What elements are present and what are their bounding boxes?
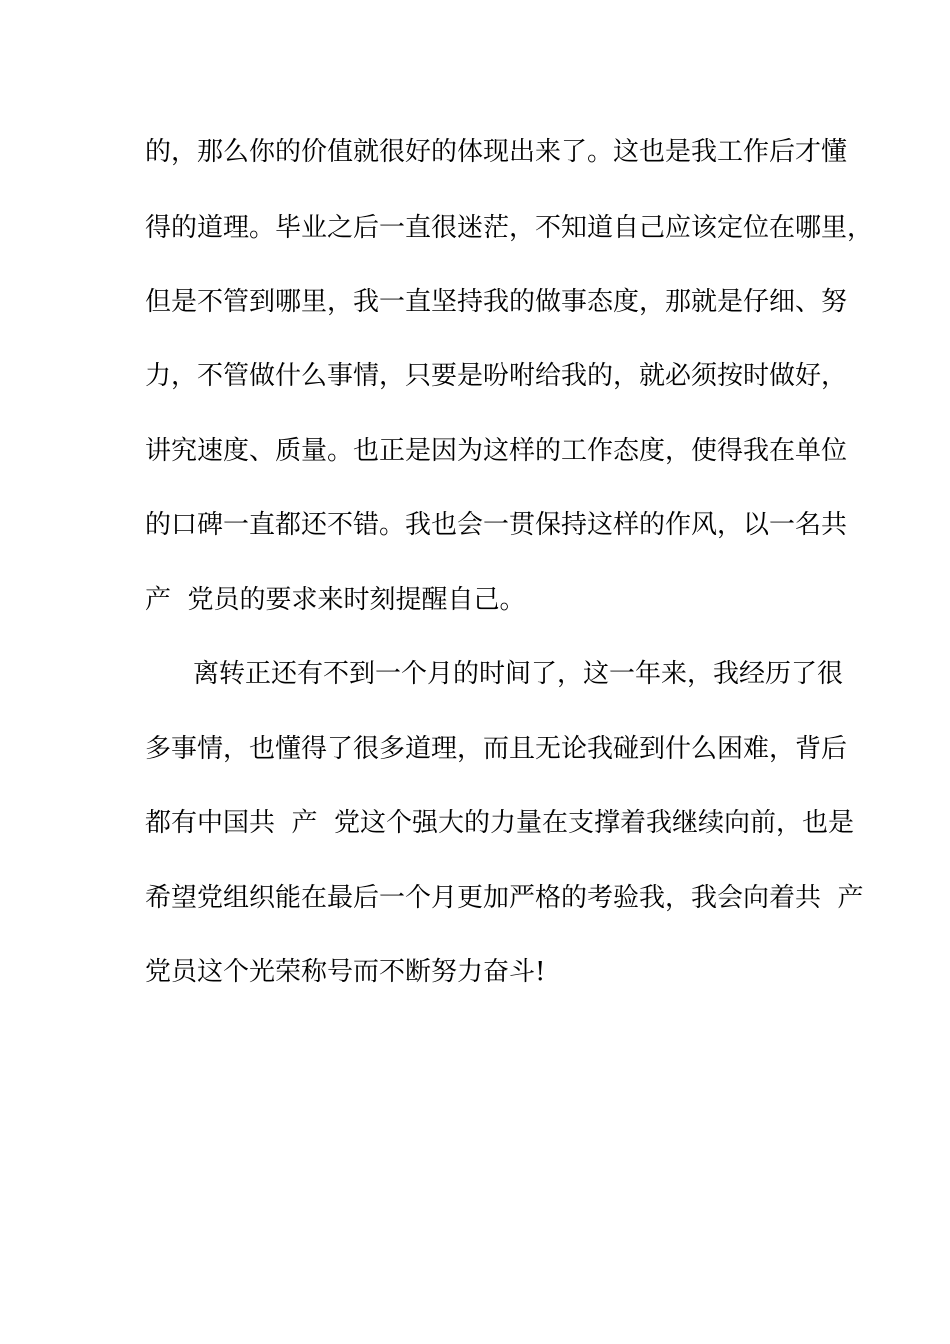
paragraph-2-line-5: 党员这个光荣称号而不断努力奋斗! — [145, 957, 546, 987]
paragraph-1-line-2: 得的道理。毕业之后一直很迷茫，不知道自己应该定位在哪里， — [145, 213, 874, 243]
paragraph-2-line-3: 都有中国共 产 党这个强大的力量在支撑着我继续向前，也是 — [145, 808, 855, 838]
paragraph-2-line-2: 多事情，也懂得了很多道理，而且无论我碰到什么困难，背后 — [145, 734, 848, 764]
paragraph-1-line-4: 力，不管做什么事情，只要是吩咐给我的，就必须按时做好， — [145, 361, 848, 391]
paragraph-1-line-3: 但是不管到哪里，我一直坚持我的做事态度，那就是仔细、努 — [145, 287, 848, 317]
paragraph-1-line-6: 的口碑一直都还不错。我也会一贯保持这样的作风，以一名共 — [145, 510, 848, 540]
paragraph-2-line-1: 离转正还有不到一个月的时间了，这一年来，我经历了很 — [193, 659, 844, 689]
paragraph-1-line-7: 产 党员的要求来时刻提醒自己。 — [145, 585, 526, 615]
paragraph-1-line-5: 讲究速度、质量。也正是因为这样的工作态度，使得我在单位 — [145, 436, 848, 466]
paragraph-1-line-1: 的，那么你的价值就很好的体现出来了。这也是我工作后才懂 — [145, 137, 848, 167]
paragraph-2-line-4: 希望党组织能在最后一个月更加严格的考验我，我会向着共 产 — [145, 883, 864, 913]
